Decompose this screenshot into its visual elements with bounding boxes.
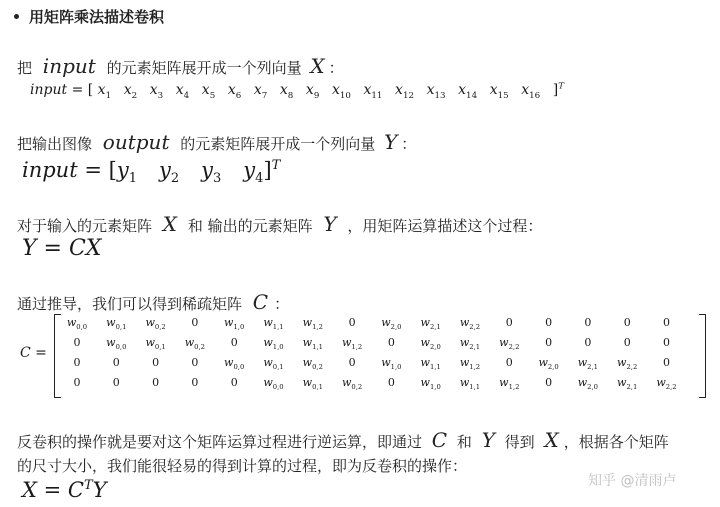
eq1-element: $x_8$ [279,82,294,101]
matrix-cell: $w_{0,0}$ [66,316,88,332]
eq2-subscript: 4 [255,171,264,187]
equation-x-ct-y [22,478,107,502]
eq4-lhs: X = C [22,478,84,502]
matrix-cell: $w_{2,1}$ [577,356,599,372]
paragraph-deconv-line2: 的尺寸大小，我们能很轻易的得到计算的过程，即为反卷积的操作： [17,457,468,475]
eq1-subscript: 4 [183,90,190,101]
paragraph-process [17,212,542,236]
matrix-cell: $w_{1,0}$ [263,336,284,352]
eq1-element: $x_{14}$ [458,82,478,101]
equation-input-vector: input = [ $x_1$ $x_2$ $x_3$ $x_4$ $x_5$ $x_6$ $x_7$ $x_8$ $x_9$ $x_{10}$ $x_{11}$ $x_{12}$ $x_{13}$ $x_{14}$ $x_{15}$ $x_{16}$ ]$^T$ [30,81,565,101]
matrix-cell: 0 [584,316,592,329]
heading-text: 用矩阵乘法描述卷积 [29,8,165,26]
eq4-transpose: T [83,478,93,493]
p5-line1-pre: 反卷积的操作就是要对这个矩阵运算过程进行逆运算，即通过 [17,433,423,451]
eq1-subscript: 9 [313,90,320,101]
equation-output-vector: input = [$y_1$ $y_2$ $y_3$ $y_4]^T$ [22,158,281,187]
matrix-cell: 0 [348,356,356,369]
eq1-element: $x_{16}$ [521,82,541,101]
matrix-cell: $w_{1,2}$ [499,376,520,392]
p1-var-input: input [42,54,96,78]
matrix-cell: $w_{0,0}$ [263,376,284,392]
matrix-cell: $w_{1,2}$ [341,336,363,352]
eq1-subscript: 2 [131,90,138,101]
eq1-element: $x_9$ [305,82,320,101]
matrix-lhs: C = [20,345,47,361]
matrix-cell: $w_{2,0}$ [538,356,559,372]
matrix-cell: 0 [545,336,553,349]
matrix-cell: $w_{1,1}$ [420,356,441,372]
matrix-cell: $w_{0,2}$ [302,356,323,372]
section-heading [14,6,164,27]
matrix-cell: 0 [545,376,553,389]
matrix-cell: $w_{2,0}$ [577,376,599,392]
paragraph-sparse-matrix [17,290,289,314]
matrix-cell: 0 [73,336,81,349]
matrix-cell: $w_{2,2}$ [617,356,638,372]
matrix-cell: 0 [230,336,238,349]
matrix-cell: $w_{2,2}$ [459,316,481,332]
eq2-element: $y_1$ [116,158,137,187]
matrix-cell: 0 [663,356,670,369]
matrix-cell: $w_{2,1}$ [617,376,638,392]
p5-get: 得到 [504,433,535,451]
matrix-cell: 0 [623,316,631,329]
matrix-cell: 0 [623,336,631,349]
matrix-cell: 0 [348,316,356,329]
matrix-cell: 0 [387,376,395,389]
paragraph-deconv-line1 [17,428,669,452]
matrix-cell: $w_{0,1}$ [145,336,166,352]
eq1-subscript: 7 [261,90,268,101]
p4-pre: 通过推导，我们可以得到稀疏矩阵 [17,295,243,313]
eq1-elements [97,82,553,101]
p5-and: 和 [456,433,472,451]
p4-colon: ： [274,295,290,313]
matrix-cell: 0 [505,316,513,329]
matrix-cell: $w_{2,2}$ [656,376,677,392]
eq1-element: $x_{10}$ [331,82,351,101]
eq1-subscript: 13 [434,90,446,101]
eq1-subscript: 15 [497,90,509,101]
matrix-cell: 0 [663,316,670,329]
eq2-subscript: 1 [128,171,137,187]
eq1-subscript: 10 [339,90,351,101]
eq1-subscript: 3 [157,90,164,101]
eq1-subscript: 1 [105,90,112,101]
eq4-rhs: Y [92,478,107,502]
eq1-element: $x_5$ [201,82,216,101]
eq1-subscript: 5 [209,90,216,101]
matrix-cell: 0 [545,316,553,329]
matrix-cell: $w_{0,0}$ [106,336,127,352]
bullet-dot [14,14,19,19]
p3-var-y: Y [323,212,337,236]
p2-post: 的元素矩阵展开成一个列向量 [180,135,376,153]
matrix-cell: 0 [584,336,592,349]
eq1-subscript: 11 [371,90,383,101]
eq1-element: $x_1$ [97,82,112,101]
matrix-cell: $w_{0,2}$ [184,336,206,352]
matrix-cell: $w_{0,1}$ [263,356,284,372]
matrix-cell: 0 [112,376,120,389]
matrix-cell: 0 [152,376,160,389]
p1-var-x: X [310,54,325,78]
zhihu-watermark: 知乎 @清雨卢 [588,473,677,489]
matrix-cell: $w_{0,0}$ [224,356,245,372]
matrix-cell: $w_{0,2}$ [341,376,363,392]
p3-mid: 和 输出的元素矩阵 [187,217,313,235]
eq1-element: $x_{15}$ [489,82,509,101]
equation-y-cx: Y = CX [22,236,102,261]
p3-post: ，用矩阵运算描述这个过程： [347,217,543,235]
p4-var-c: C [252,290,269,314]
eq2-lhs: input [22,158,78,182]
p5-var-c: C [431,428,448,452]
matrix-cell: 0 [387,336,395,349]
matrix-cell: $w_{1,1}$ [459,376,481,392]
p5-line1-post: ，根据各个矩阵 [563,433,669,451]
matrix-cell: 0 [191,376,199,389]
eq1-subscript: 6 [235,90,242,101]
p2-pre: 把输出图像 [17,135,93,153]
eq1-subscript: 8 [287,90,294,101]
matrix-cell: 0 [663,336,670,349]
eq1-subscript: 14 [466,90,478,101]
eq2-element: $y_3$ [201,158,222,187]
p1-pre: 把 [17,59,33,77]
sparse-matrix [54,314,706,398]
eq2-transpose: T [271,158,281,173]
matrix-cell: $w_{1,2}$ [459,356,481,372]
p3-pre: 对于输入的元素矩阵 [17,217,153,235]
eq1-transpose: T [558,81,565,92]
eq1-element: $x_3$ [149,82,164,101]
eq2-element: $y_4$ [243,158,264,187]
paragraph-input-vector [17,54,344,78]
matrix-cell: 0 [230,376,238,389]
eq1-subscript: 12 [402,90,414,101]
eq1-element: $x_6$ [227,82,242,101]
eq1-lhs: input [30,82,68,98]
matrix-cell: $w_{2,2}$ [499,336,520,352]
matrix-cell: $w_{1,0}$ [420,376,441,392]
matrix-cell: $w_{1,1}$ [302,336,323,352]
matrix-cell: $w_{1,1}$ [263,316,284,332]
p1-colon: ： [328,59,344,77]
matrix-cell: 0 [191,316,199,329]
matrix-cell: 0 [191,356,199,369]
eq1-element: $x_{12}$ [395,82,414,101]
matrix-cell: $w_{2,1}$ [459,336,481,352]
matrix-cell: $w_{1,0}$ [381,356,402,372]
matrix-cell: $w_{1,2}$ [302,316,323,332]
eq2-subscript: 2 [170,171,180,187]
matrix-cell: $w_{2,1}$ [420,316,441,332]
matrix-cell: 0 [73,356,81,369]
eq1-element: $x_{11}$ [363,82,383,101]
p2-var-output: output [102,130,170,154]
eq1-element: $x_4$ [175,82,190,101]
p1-post: 的元素矩阵展开成一个列向量 [106,59,302,77]
paragraph-output-vector [17,130,416,154]
matrix-right-bracket [699,314,706,398]
p5-var-x: X [544,428,559,452]
matrix-cell: $w_{0,1}$ [302,376,323,392]
eq1-subscript: 16 [529,90,541,101]
p5-var-y: Y [481,428,495,452]
matrix-cell: 0 [112,356,120,369]
matrix-cell: 0 [152,356,160,369]
eq2-element: $y_2$ [158,158,180,187]
eq1-element: $x_{13}$ [426,82,446,101]
eq1-element: $x_2$ [123,82,138,101]
p2-var-y: Y [384,130,398,154]
matrix-cell: 0 [505,356,513,369]
matrix-cell: $w_{2,0}$ [381,316,402,332]
eq1-element: $x_7$ [253,82,268,101]
p3-var-x: X [162,212,178,236]
matrix-cell: $w_{2,0}$ [420,336,441,352]
matrix-cell: $w_{0,1}$ [106,316,127,332]
matrix-cell: $w_{0,2}$ [145,316,166,332]
matrix-cell: $w_{1,0}$ [224,316,245,332]
p2-colon: ： [401,135,417,153]
eq2-subscript: 3 [213,171,222,187]
matrix-cell: 0 [73,376,81,389]
